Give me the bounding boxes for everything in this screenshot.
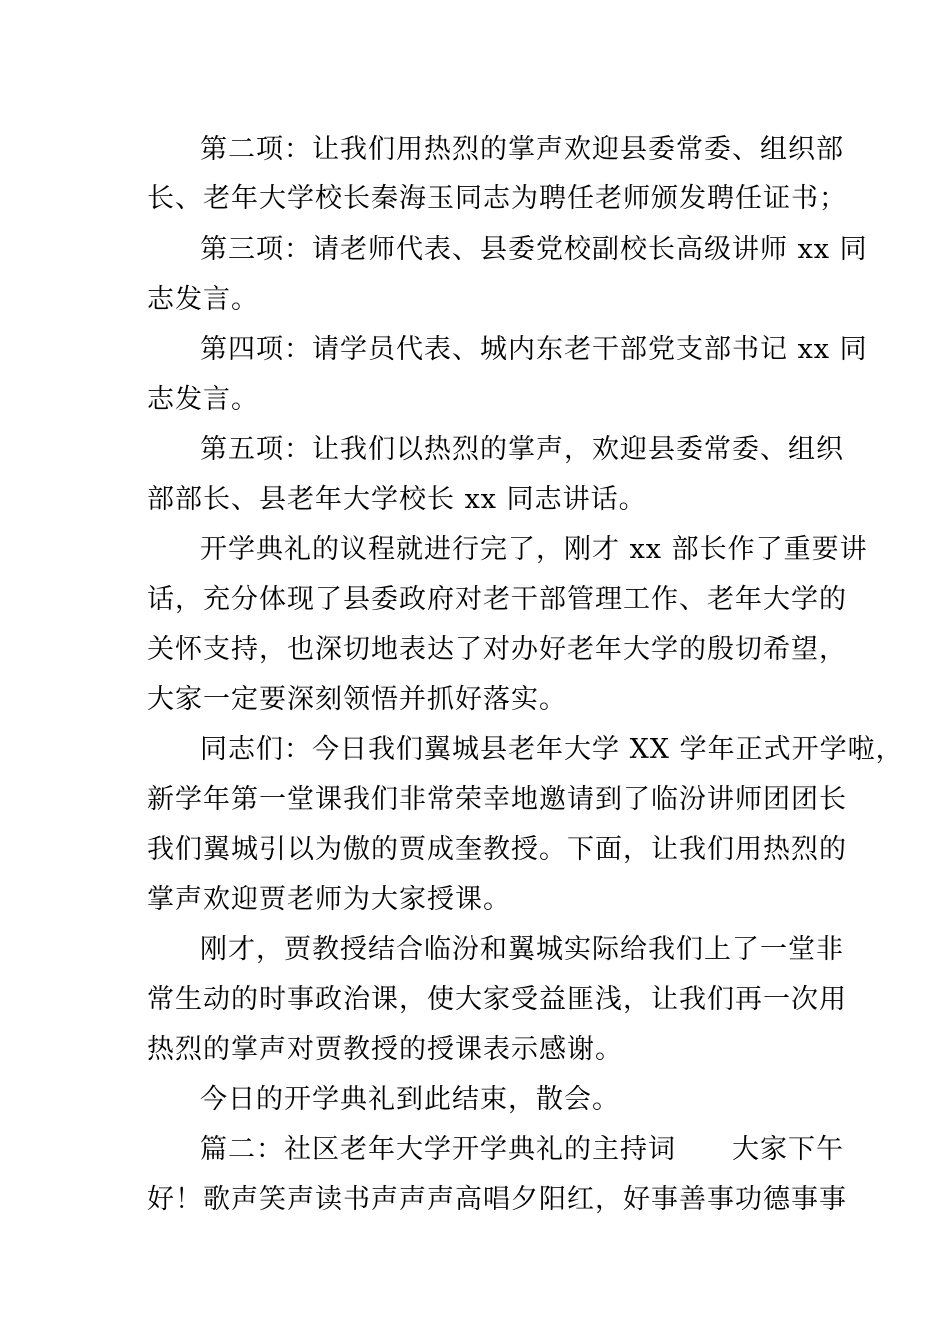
paragraph-line: 好！歌声笑声读书声声声高唱夕阳红，好事善事功德事事 bbox=[147, 1184, 847, 1215]
paragraph-line: 新学年第一堂课我们非常荣幸地邀请到了临汾讲师团团长 bbox=[147, 784, 847, 815]
paragraph-line: 志发言。 bbox=[147, 284, 259, 315]
paragraph-line: 开学典礼的议程就进行完了，刚才 xx 部长作了重要讲 bbox=[200, 534, 868, 565]
paragraph-line: 今日的开学典礼到此结束，散会。 bbox=[200, 1084, 620, 1115]
paragraph-line: 常生动的时事政治课，使大家受益匪浅，让我们再一次用 bbox=[147, 984, 847, 1015]
paragraph-line: 大家一定要深刻领悟并抓好落实。 bbox=[147, 684, 567, 715]
paragraph-line: 掌声欢迎贾老师为大家授课。 bbox=[147, 884, 511, 915]
paragraph-line: 同志们：今日我们翼城县老年大学 XX 学年正式开学啦， bbox=[200, 734, 904, 765]
paragraph-line: 部部长、县老年大学校长 xx 同志讲话。 bbox=[147, 484, 647, 515]
paragraph-line: 第五项：让我们以热烈的掌声，欢迎县委常委、组织 bbox=[200, 434, 844, 465]
paragraph-line: 篇二：社区老年大学开学典礼的主持词 大家下午 bbox=[200, 1134, 844, 1165]
paragraph-line: 长、老年大学校长秦海玉同志为聘任老师颁发聘任证书； bbox=[147, 183, 847, 214]
paragraph-line: 志发言。 bbox=[147, 384, 259, 415]
paragraph-line: 第二项：让我们用热烈的掌声欢迎县委常委、组织部 bbox=[200, 134, 844, 165]
paragraph-line: 第三项：请老师代表、县委党校副校长高级讲师 xx 同 bbox=[200, 234, 868, 265]
paragraph-line: 第四项：请学员代表、城内东老干部党支部书记 xx 同 bbox=[200, 334, 868, 365]
paragraph-line: 话，充分体现了县委政府对老干部管理工作、老年大学的 bbox=[147, 584, 847, 615]
paragraph-line: 刚才，贾教授结合临汾和翼城实际给我们上了一堂非 bbox=[200, 934, 844, 965]
paragraph-line: 关怀支持，也深切地表达了对办好老年大学的殷切希望， bbox=[147, 634, 847, 665]
paragraph-line: 热烈的掌声对贾教授的授课表示感谢。 bbox=[147, 1034, 623, 1065]
paragraph-line: 我们翼城引以为傲的贾成奎教授。下面，让我们用热烈的 bbox=[147, 834, 847, 865]
